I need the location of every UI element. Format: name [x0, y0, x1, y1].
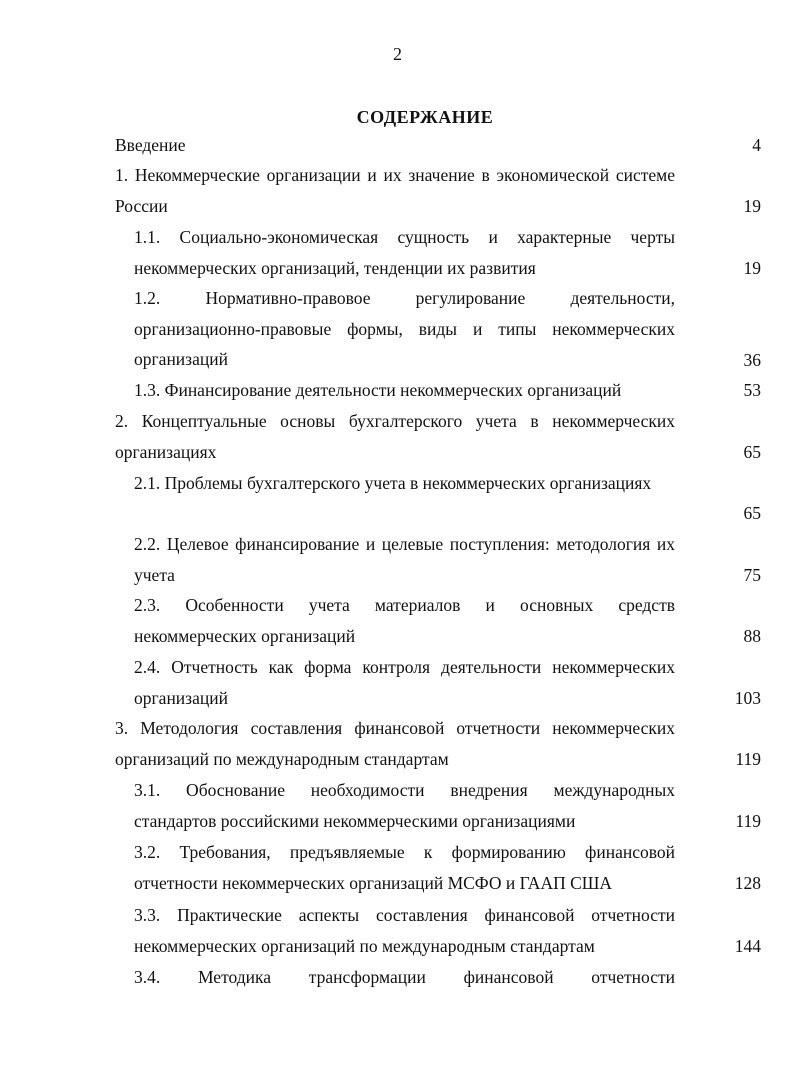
toc-page-ref: 75 — [743, 565, 761, 585]
page-number: 2 — [393, 44, 402, 64]
toc-entry-section-1-1 — [134, 222, 675, 283]
toc-page-ref: 128 — [734, 873, 761, 893]
toc-entry-section-3-4 — [134, 962, 675, 993]
toc-page-ref: 119 — [735, 749, 761, 769]
toc-page-ref: 53 — [743, 380, 761, 400]
toc-entry-section-2-1 — [134, 468, 675, 499]
toc-page-ref: 36 — [743, 350, 761, 370]
toc-page-ref: 65 — [743, 442, 761, 462]
toc-entry-section-3-3 — [134, 900, 675, 961]
toc-entry-section-2-3 — [134, 590, 675, 651]
toc-entry-section-1-3 — [134, 375, 675, 406]
toc-entry-chapter-1 — [115, 160, 675, 221]
toc-entry-text: Введение — [115, 135, 186, 155]
toc-entry-section-3-2 — [134, 837, 675, 898]
toc-page-ref: 4 — [752, 135, 761, 155]
toc-entry-section-2-2 — [134, 529, 675, 590]
toc-page-ref: 65 — [743, 503, 761, 523]
toc-entry-text: 3. Методология составления финансовой отчетности некоммерческих организаций по международным стандартам — [115, 718, 675, 769]
toc-entry-chapter-2 — [115, 406, 675, 467]
toc-entry-section-1-2 — [134, 283, 675, 375]
toc-entry-text: 2.2. Целевое финансирование и целевые поступления: методология их учета — [134, 534, 675, 585]
toc-entry-text: 3.2. Требования, предъявляемые к формированию финансовой отчетности некоммерческих организаций МСФО и ГААП США — [134, 842, 675, 893]
toc-entry-text: 3.1. Обоснование необходимости внедрения международных стандартов российскими некоммерческими организациями — [134, 780, 675, 831]
toc-page-ref: 19 — [743, 196, 761, 216]
toc-entry-text: 3.3. Практические аспекты составления финансовой отчетности некоммерческих организаций по международным стандартам — [134, 905, 675, 956]
toc-page-ref: 19 — [743, 258, 761, 278]
toc-entry-section-2-4 — [134, 652, 675, 713]
toc-entry-text: 1.3. Финансирование деятельности некоммерческих организаций — [134, 380, 622, 400]
toc-entry-text: 2.3. Особенности учета материалов и основных средств некоммерческих организаций — [134, 595, 675, 646]
toc-entry-text: 1.2. Нормативно-правовое регулирование деятельности, организационно-правовые формы, виды и типы некоммерческих организаций — [134, 288, 675, 370]
toc-title: СОДЕРЖАНИЕ — [356, 107, 494, 127]
toc-entry-chapter-3 — [115, 713, 675, 774]
toc-page-ref: 88 — [743, 626, 761, 646]
toc-entry-intro — [115, 130, 675, 161]
toc-entry-section-3-1 — [134, 775, 675, 836]
toc-entry-text: 2.1. Проблемы бухгалтерского учета в некоммерческих организациях — [134, 473, 652, 493]
toc-page-ref: 144 — [734, 936, 761, 956]
toc-page-ref: 103 — [734, 688, 761, 708]
toc-entry-text: 1. Некоммерческие организации и их значение в экономической системе России — [115, 165, 675, 216]
toc-entry-text: 2. Концептуальные основы бухгалтерского учета в некоммерческих организациях — [115, 411, 675, 462]
toc-entry-text: 1.1. Социально-экономическая сущность и характерные черты некоммерческих организаций, тенденции их развития — [134, 227, 675, 278]
toc-entry-text: 2.4. Отчетность как форма контроля деятельности некоммерческих организаций — [134, 657, 675, 708]
toc-entry-text: 3.4. Методика трансформации финансовой отчетности — [134, 967, 675, 987]
toc-page-ref: 119 — [735, 811, 761, 831]
